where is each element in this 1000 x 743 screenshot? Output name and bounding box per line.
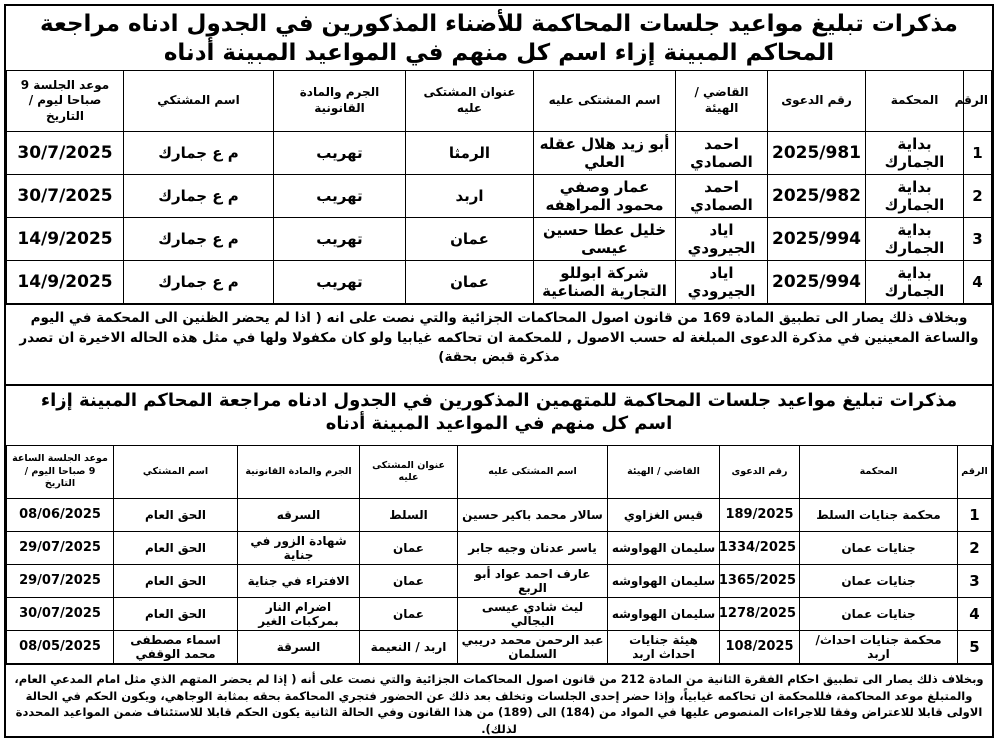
cell-complainant: الحق العام — [114, 532, 238, 565]
cell-defendant: شركة ابوللو التجارية الصناعية — [534, 261, 676, 304]
cell-num: 2 — [958, 532, 992, 565]
cell-court: محكمة جنايات السلط — [800, 499, 958, 532]
cell-address: عمان — [360, 532, 458, 565]
cell-date: 08/06/2025 — [7, 499, 114, 532]
cell-judge: اياد الجيرودي — [676, 218, 768, 261]
table-row — [7, 565, 992, 598]
table-row — [7, 132, 992, 175]
cell-address: اربد / النعيمة — [360, 631, 458, 664]
cell-num: 1 — [958, 499, 992, 532]
header-address: عنوان المشتكى عليه — [406, 71, 534, 132]
cell-address: عمان — [360, 598, 458, 631]
cell-case: 108/2025 — [720, 631, 800, 664]
cell-defendant: عارف احمد عواد أبو الربع — [458, 565, 608, 598]
cell-complainant: م ع جمارك — [124, 132, 274, 175]
cell-date: 30/7/2025 — [7, 175, 124, 218]
cell-crime: السرقه — [238, 499, 360, 532]
cell-complainant: الحق العام — [114, 565, 238, 598]
header-crime: الجرم والمادة القانونية — [238, 446, 360, 499]
header-court: المحكمة — [800, 446, 958, 499]
cell-complainant: الحق العام — [114, 598, 238, 631]
cell-court: جنايات عمان — [800, 598, 958, 631]
header-complainant: اسم المشتكي — [114, 446, 238, 499]
cell-address: عمان — [406, 218, 534, 261]
header-crime: الجرم والمادة القانونية — [274, 71, 406, 132]
cell-date: 29/07/2025 — [7, 565, 114, 598]
cell-date: 14/9/2025 — [7, 261, 124, 304]
cell-address: السلط — [360, 499, 458, 532]
cell-crime: تهريب — [274, 218, 406, 261]
cell-case: 1278/2025 — [720, 598, 800, 631]
cell-complainant: م ع جمارك — [124, 175, 274, 218]
cell-court: بداية الجمارك — [866, 261, 964, 304]
cell-date: 08/05/2025 — [7, 631, 114, 664]
cell-case: 189/2025 — [720, 499, 800, 532]
header-num: الرقم — [964, 71, 992, 132]
table-row — [7, 631, 992, 664]
header-defendant: اسم المشتكى عليه — [458, 446, 608, 499]
header-case: رقم الدعوى — [768, 71, 866, 132]
table-row — [7, 499, 992, 532]
cell-num: 4 — [958, 598, 992, 631]
cell-court: بداية الجمارك — [866, 175, 964, 218]
cell-date: 14/9/2025 — [7, 218, 124, 261]
cell-crime: تهريب — [274, 261, 406, 304]
cell-date: 29/07/2025 — [7, 532, 114, 565]
cell-crime: شهادة الزور في جناية — [238, 532, 360, 565]
cell-defendant: ليث شادي عيسى البجالي — [458, 598, 608, 631]
cell-judge: سليمان الهواوشه — [608, 532, 720, 565]
table-row — [7, 598, 992, 631]
table-row — [7, 218, 992, 261]
cell-complainant: الحق العام — [114, 499, 238, 532]
section-2-table — [6, 445, 992, 664]
cell-defendant: عمار وصفي محمود المراهفه — [534, 175, 676, 218]
cell-case: 1365/2025 — [720, 565, 800, 598]
cell-judge: سليمان الهواوشه — [608, 598, 720, 631]
section-1-note: وبخلاف ذلك يصار الى تطبيق المادة 169 من قانون اصول المحاكمات الجزائية والتي نصت على انه ( اذا لم يحضر الظنين الى المحكمة في اليوم والساعة المعينين في مذكرة الدعوى المبلغة له حسب الاصول , للمحكمة ان تحاكمه غيابيا ولو كان مكفولا ولها في مثل هذه الحاله الاخيرة ان تصدر مذكرة قبض بحقة) — [6, 304, 992, 384]
header-judge: القاضي / الهيئة — [608, 446, 720, 499]
cell-defendant: سالار محمد باكير حسين — [458, 499, 608, 532]
cell-date: 30/07/2025 — [7, 598, 114, 631]
cell-defendant: عبد الرحمن محمد دريبي السلمان — [458, 631, 608, 664]
header-case: رقم الدعوى — [720, 446, 800, 499]
section-1 — [6, 6, 992, 385]
cell-crime: تهريب — [274, 132, 406, 175]
cell-court: جنايات عمان — [800, 565, 958, 598]
cell-address: الرمثا — [406, 132, 534, 175]
cell-judge: اياد الجيرودي — [676, 261, 768, 304]
section-1-table — [6, 70, 992, 304]
cell-num: 1 — [964, 132, 992, 175]
cell-court: بداية الجمارك — [866, 132, 964, 175]
header-date: موعد الجلسة 9 صباحا ليوم / التاريخ — [7, 71, 124, 132]
notice-page — [4, 4, 994, 738]
cell-judge: احمد الصمادي — [676, 132, 768, 175]
table-row — [7, 175, 992, 218]
cell-complainant: اسماء مصطفى محمد الوقفي — [114, 631, 238, 664]
header-defendant: اسم المشتكى عليه — [534, 71, 676, 132]
cell-judge: احمد الصمادي — [676, 175, 768, 218]
header-complainant: اسم المشتكي — [124, 71, 274, 132]
cell-crime: السرقة — [238, 631, 360, 664]
cell-crime: اضرام النار بمركبات الغير — [238, 598, 360, 631]
section-2-title: مذكرات تبليغ مواعيد جلسات المحاكمة للمتهمين المذكورين في الجدول ادناه مراجعة المحاكم المبينة إزاء اسم كل منهم في المواعيد المبينة أدناه — [6, 385, 992, 445]
header-judge: القاضي / الهيئة — [676, 71, 768, 132]
cell-case: 2025/994 — [768, 261, 866, 304]
cell-num: 3 — [964, 218, 992, 261]
section-2-note: وبخلاف ذلك يصار الى تطبيق احكام الفقرة الثانية من المادة 212 من قانون اصول المحاكمات الجزائية والتي نصت على أنه ( إذا لم يحضر المتهم الذي مثل امام المدعي العام، والمتبلغ موعد المحاكمة، فللمحكمة ان تحاكمه غيابياً، وإذا حضر إحدى الجلسات وتخلف بعد ذلك عن الحضور فتجري المحاكمة بحقه بمثابة الوجاهي، ويكون الحكم في الحالة الاولى قابلا للاعتراض وفقا للاجراءات المنصوص عليها في المواد من (184) الى (189) من هذا القانون وفي الحالة الثانية يكون الحكم قابلا للاستئناف ضمن المواعيد المحددة لذلك). — [6, 664, 992, 732]
cell-defendant: أبو زيد هلال عقله العلي — [534, 132, 676, 175]
cell-judge: هيئة جنايات احداث اربد — [608, 631, 720, 664]
cell-case: 2025/981 — [768, 132, 866, 175]
cell-complainant: م ع جمارك — [124, 261, 274, 304]
cell-case: 1334/2025 — [720, 532, 800, 565]
header-court: المحكمة — [866, 71, 964, 132]
cell-complainant: م ع جمارك — [124, 218, 274, 261]
section-1-title: مذكرات تبليغ مواعيد جلسات المحاكمة للأضناء المذكورين في الجدول ادناه مراجعة المحاكم المبينة إزاء اسم كل منهم في المواعيد المبينة أدناه — [40, 11, 958, 66]
cell-address: عمان — [360, 565, 458, 598]
cell-num: 3 — [958, 565, 992, 598]
cell-crime: الافتراء في جناية — [238, 565, 360, 598]
cell-defendant: خليل عطا حسين عيسى — [534, 218, 676, 261]
cell-num: 2 — [964, 175, 992, 218]
cell-case: 2025/982 — [768, 175, 866, 218]
table-row — [7, 261, 992, 304]
cell-judge: سليمان الهواوشه — [608, 565, 720, 598]
header-date: موعد الجلسة الساعة 9 صباحا اليوم / التاريخ — [7, 446, 114, 499]
section-2 — [6, 385, 992, 737]
cell-address: اربد — [406, 175, 534, 218]
cell-court: محكمة جنايات احداث/ اربد — [800, 631, 958, 664]
section-1-header-row — [7, 71, 992, 132]
cell-crime: تهريب — [274, 175, 406, 218]
cell-court: جنايات عمان — [800, 532, 958, 565]
cell-defendant: ياسر عدنان وجيه جابر — [458, 532, 608, 565]
header-num: الرقم — [958, 446, 992, 499]
section-2-header-row — [7, 446, 992, 499]
cell-num: 5 — [958, 631, 992, 664]
cell-date: 30/7/2025 — [7, 132, 124, 175]
cell-case: 2025/994 — [768, 218, 866, 261]
header-address: عنوان المشتكى عليه — [360, 446, 458, 499]
cell-address: عمان — [406, 261, 534, 304]
cell-judge: قيس الغزاوي — [608, 499, 720, 532]
cell-court: بداية الجمارك — [866, 218, 964, 261]
table-row — [7, 532, 992, 565]
cell-num: 4 — [964, 261, 992, 304]
